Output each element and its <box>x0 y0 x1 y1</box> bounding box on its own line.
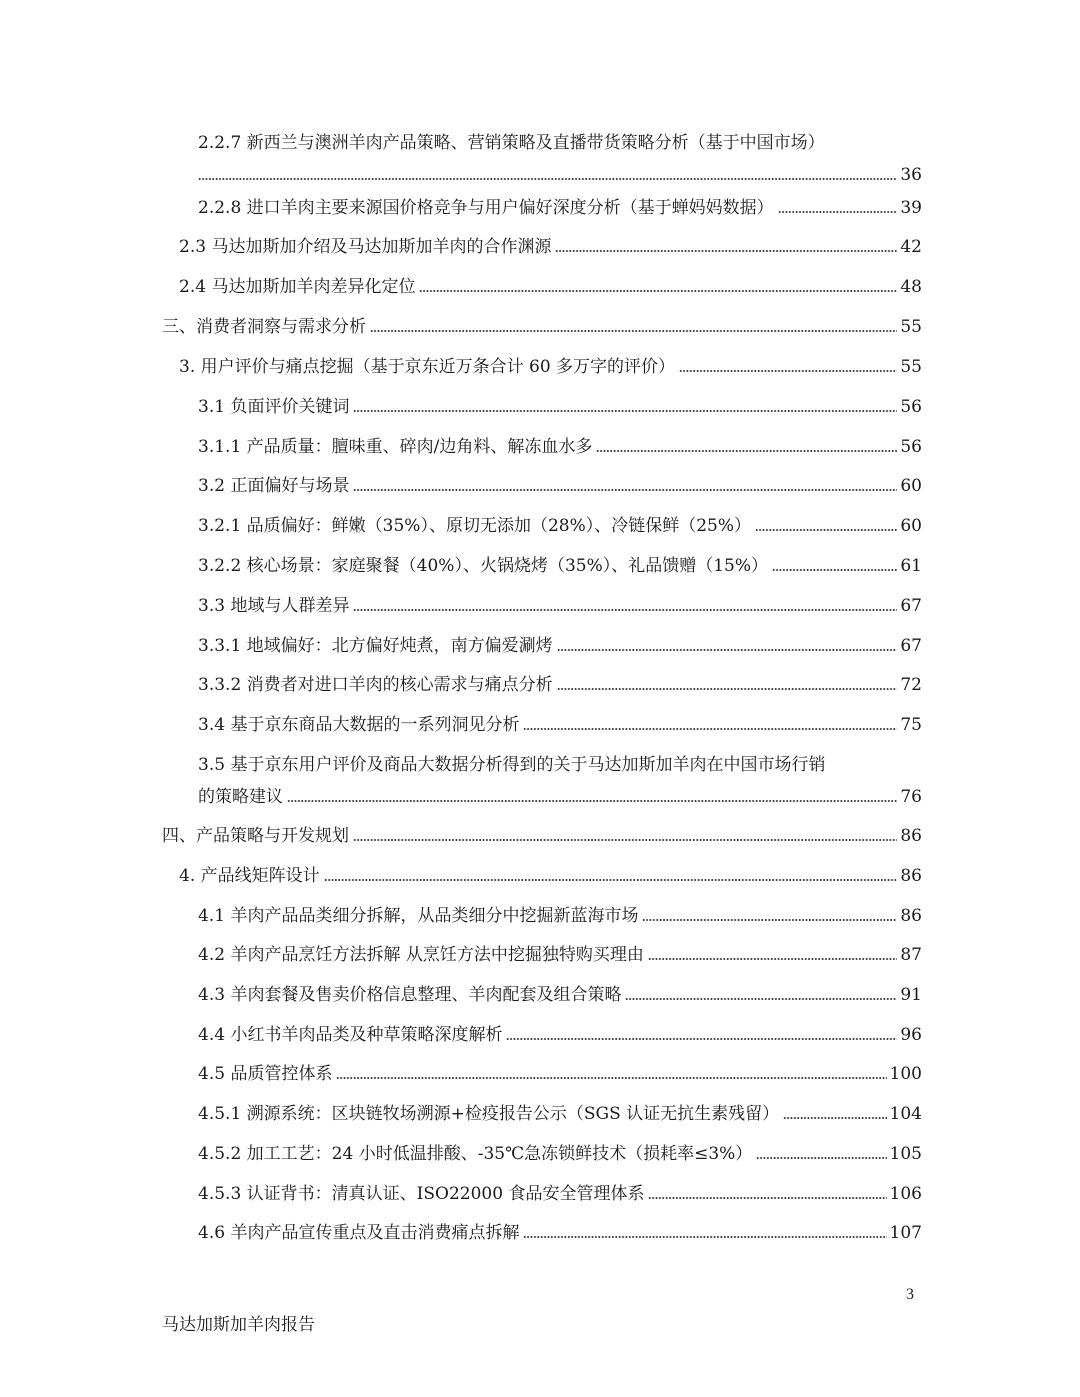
toc-page-number: 67 <box>900 636 922 656</box>
toc-entry-3-5[interactable] <box>198 754 922 808</box>
leader-dots <box>370 327 897 333</box>
toc-page-number: 76 <box>900 787 922 807</box>
leader-dots <box>419 287 897 293</box>
toc-entry-title: 3.4 基于京东商品大数据的一系列洞见分析 <box>198 715 520 735</box>
toc-page-number: 36 <box>900 165 922 185</box>
toc-entry-4-6[interactable] <box>198 1222 922 1244</box>
toc-page-number: 55 <box>900 317 922 337</box>
leader-dots <box>557 646 898 652</box>
toc-entry-title: 4.2 羊肉产品烹饪方法拆解 从烹饪方法中挖掘独特购买理由 <box>198 945 644 965</box>
toc-entry-title: 4. 产品线矩阵设计 <box>179 866 320 886</box>
footer-document-title: 马达加斯加羊肉报告 <box>162 1315 315 1335</box>
toc-entry-title: 3.2.1 品质偏好：鲜嫩（35%）、原切无添加（28%）、冷链保鲜（25%） <box>198 516 752 536</box>
toc-page-number: 96 <box>900 1025 922 1045</box>
toc-page-number: 104 <box>889 1104 922 1124</box>
leader-dots <box>648 955 898 961</box>
toc-entry-title: 3.3.2 消费者对进口羊肉的核心需求与痛点分析 <box>198 675 553 695</box>
toc-entry-title: 四、产品策略与开发规划 <box>162 826 349 846</box>
toc-entry-chapter-3[interactable] <box>162 316 922 338</box>
toc-page-number: 56 <box>900 397 922 417</box>
leader-dots <box>353 407 897 413</box>
toc-entry-title: 4.6 羊肉产品宣传重点及直击消费痛点拆解 <box>198 1223 520 1243</box>
toc-entry-title: 4.5 品质管控体系 <box>198 1064 333 1084</box>
toc-entry-title: 3.5 基于京东用户评价及商品大数据分析得到的关于马达加斯加羊肉在中国市场行销 <box>198 755 826 775</box>
toc-entry-3-1[interactable] <box>198 396 922 418</box>
toc-page-number: 100 <box>889 1064 922 1084</box>
toc-entry-4-5[interactable] <box>198 1063 922 1085</box>
toc-page-number: 67 <box>900 596 922 616</box>
toc-page-number: 86 <box>900 866 922 886</box>
leader-dots <box>523 725 897 731</box>
toc-entry-title-continued: 的策略建议 <box>198 787 283 807</box>
toc-entry-2-2-7[interactable] <box>198 132 922 186</box>
toc-entry-4-5-1[interactable] <box>198 1103 922 1125</box>
leader-dots <box>324 876 898 882</box>
leader-dots <box>778 208 898 214</box>
leader-dots <box>523 1233 886 1239</box>
leader-dots <box>755 526 897 532</box>
toc-entry-title: 3.1 负面评价关键词 <box>198 397 350 417</box>
toc-page-number: 87 <box>900 945 922 965</box>
toc-entry-3-2-2[interactable] <box>198 555 922 577</box>
toc-entry-4-5-2[interactable] <box>198 1143 922 1165</box>
toc-page-number: 61 <box>900 556 922 576</box>
leader-dots <box>783 1114 886 1120</box>
toc-entry-title: 3. 用户评价与痛点挖掘（基于京东近万条合计 60 多万字的评价） <box>179 357 676 377</box>
toc-entry-2-3[interactable] <box>179 236 922 258</box>
toc-page-number: 42 <box>900 237 922 257</box>
leader-dots <box>679 367 897 373</box>
toc-entry-title: 2.4 马达加斯加羊肉差异化定位 <box>179 277 416 297</box>
toc-entry-4-5-3[interactable] <box>198 1183 922 1205</box>
toc-page-number: 105 <box>889 1144 922 1164</box>
toc-page-number: 107 <box>889 1223 922 1243</box>
toc-page-number: 86 <box>900 826 922 846</box>
toc-page-number: 86 <box>900 906 922 926</box>
toc-page-number: 72 <box>900 675 922 695</box>
toc-page-number: 55 <box>900 357 922 377</box>
toc-entry-4-2[interactable] <box>198 944 922 966</box>
toc-entry-4-3[interactable] <box>198 984 922 1006</box>
toc-entry-3-2-1[interactable] <box>198 515 922 537</box>
leader-dots <box>336 1074 886 1080</box>
toc-entry-chapter-4[interactable] <box>162 825 922 847</box>
toc-entry-4[interactable] <box>179 865 922 887</box>
toc-page-number: 39 <box>900 198 922 218</box>
leader-dots <box>353 606 897 612</box>
toc-entry-title: 3.2.2 核心场景：家庭聚餐（40%）、火锅烧烤（35%）、礼品馈赠（15%） <box>198 556 769 576</box>
leader-dots <box>596 447 897 453</box>
toc-entry-3-4[interactable] <box>198 714 922 736</box>
toc-entry-3-2[interactable] <box>198 475 922 497</box>
toc-entry-title: 2.3 马达加斯加介绍及马达加斯加羊肉的合作渊源 <box>179 237 552 257</box>
toc-entry-4-1[interactable] <box>198 905 922 927</box>
toc-entry-title: 三、消费者洞察与需求分析 <box>162 317 366 337</box>
leader-dots <box>557 685 898 691</box>
leader-dots <box>287 797 897 803</box>
toc-entry-title: 3.1.1 产品质量：膻味重、碎肉/边角料、解冻血水多 <box>198 437 593 457</box>
toc-page-number: 60 <box>900 476 922 496</box>
toc-entry-title: 2.2.8 进口羊肉主要来源国价格竞争与用户偏好深度分析（基于蝉妈妈数据） <box>198 198 774 218</box>
toc-page-number: 91 <box>900 985 922 1005</box>
page-number: 3 <box>906 1286 914 1303</box>
toc-entry-3-1-1[interactable] <box>198 436 922 458</box>
toc-entry-title: 4.1 羊肉产品品类细分拆解，从品类细分中挖掘新蓝海市场 <box>198 906 639 926</box>
toc-entry-2-2-8[interactable] <box>198 197 922 219</box>
leader-dots <box>756 1154 886 1160</box>
toc-entry-title: 4.5.3 认证背书：清真认证、ISO22000 食品安全管理体系 <box>198 1184 645 1204</box>
leader-dots <box>642 916 897 922</box>
toc-page-number: 106 <box>889 1184 922 1204</box>
leader-dots <box>625 995 897 1001</box>
toc-entry-title: 4.5.2 加工工艺：24 小时低温排酸、-35℃急冻锁鲜技术（损耗率≤3%） <box>198 1144 753 1164</box>
toc-entry-title: 4.5.1 溯源系统：区块链牧场溯源+检疫报告公示（SGS 认证无抗生素残留） <box>198 1104 780 1124</box>
toc-entry-3-3-2[interactable] <box>198 674 922 696</box>
toc-entry-3[interactable] <box>179 356 922 378</box>
toc-entry-3-3-1[interactable] <box>198 635 922 657</box>
leader-dots <box>198 175 897 181</box>
toc-entry-title: 2.2.7 新西兰与澳洲羊肉产品策略、营销策略及直播带货策略分析（基于中国市场） <box>198 133 825 153</box>
toc-entry-title: 3.3.1 地域偏好：北方偏好炖煮，南方偏爱涮烤 <box>198 636 553 656</box>
leader-dots <box>648 1194 886 1200</box>
toc-entry-title: 3.3 地域与人群差异 <box>198 596 350 616</box>
toc-entry-title: 4.4 小红书羊肉品类及种草策略深度解析 <box>198 1025 503 1045</box>
leader-dots <box>353 836 897 842</box>
toc-entry-3-3[interactable] <box>198 595 922 617</box>
toc-entry-title: 3.2 正面偏好与场景 <box>198 476 350 496</box>
toc-entry-4-4[interactable] <box>198 1024 922 1046</box>
toc-page-number: 60 <box>900 516 922 536</box>
toc-page-number: 75 <box>900 715 922 735</box>
leader-dots <box>555 247 897 253</box>
toc-entry-2-4[interactable] <box>179 276 922 298</box>
leader-dots <box>353 486 897 492</box>
leader-dots <box>506 1035 897 1041</box>
leader-dots <box>772 566 897 572</box>
toc-page-number: 56 <box>900 437 922 457</box>
toc-page-number: 48 <box>900 277 922 297</box>
toc-entry-title: 4.3 羊肉套餐及售卖价格信息整理、羊肉配套及组合策略 <box>198 985 622 1005</box>
